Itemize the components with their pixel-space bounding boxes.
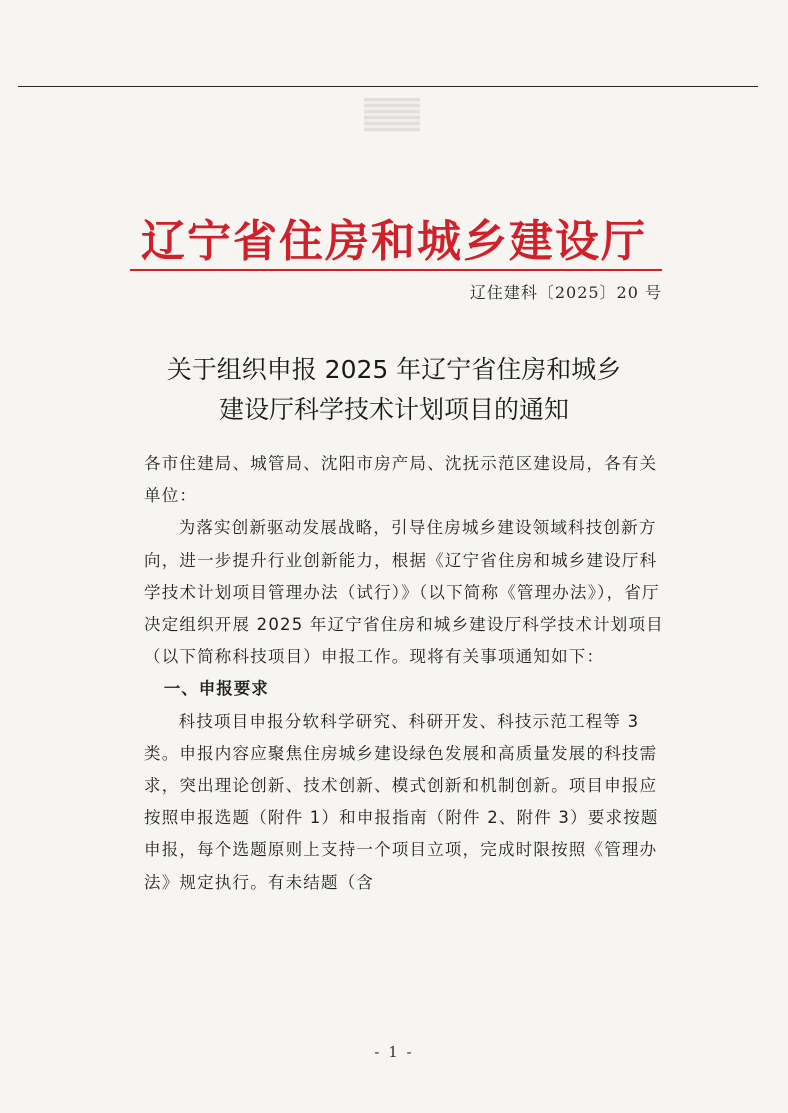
- top-rule: [18, 86, 758, 87]
- red-separator-line: [130, 269, 662, 271]
- notice-body: [144, 448, 669, 899]
- title-line-1: 关于组织申报 2025 年辽宁省住房和城乡: [166, 355, 622, 384]
- scan-smudge: [364, 98, 420, 132]
- document-number: 辽住建科〔2025〕20 号: [469, 283, 662, 302]
- notice-title: [0, 350, 788, 430]
- page-number: - 1 -: [374, 1043, 414, 1061]
- title-line-2: 建设厅科学技术计划项目的通知: [218, 395, 569, 424]
- issuer-masthead: 辽宁省住房和城乡建设厅: [141, 216, 647, 267]
- section-heading-1: 一、申报要求: [163, 679, 269, 699]
- paragraph-requirements: 科技项目申报分软科学研究、科研开发、科技示范工程等 3 类。申报内容应聚焦住房城乡建设绿色发展和高质量发展的科技需求，突出理论创新、技术创新、模式创新和机制创新。项目申报应按照申报选题（附件 1）和申报指南（附件 2、附件 3）要求按题申报，每个选题原则上支持一个项目立项，完成时限按照《管理办法》规定执行。有未结题（含: [144, 711, 659, 892]
- paragraph-intro: 为落实创新驱动发展战略，引导住房城乡建设领域科技创新方向，进一步提升行业创新能力，根据《辽宁省住房和城乡建设厅科学技术计划项目管理办法（试行）》（以下简称《管理办法》），省厅决定组织开展 2025 年辽宁省住房和城乡建设厅科学技术计划项目（以下简称科技项目）申报工作。现将有关事项通知如下：: [144, 518, 664, 667]
- addressee: 各市住建局、城管局、沈阳市房产局、沈抚示范区建设局，各有关单位：: [144, 454, 658, 506]
